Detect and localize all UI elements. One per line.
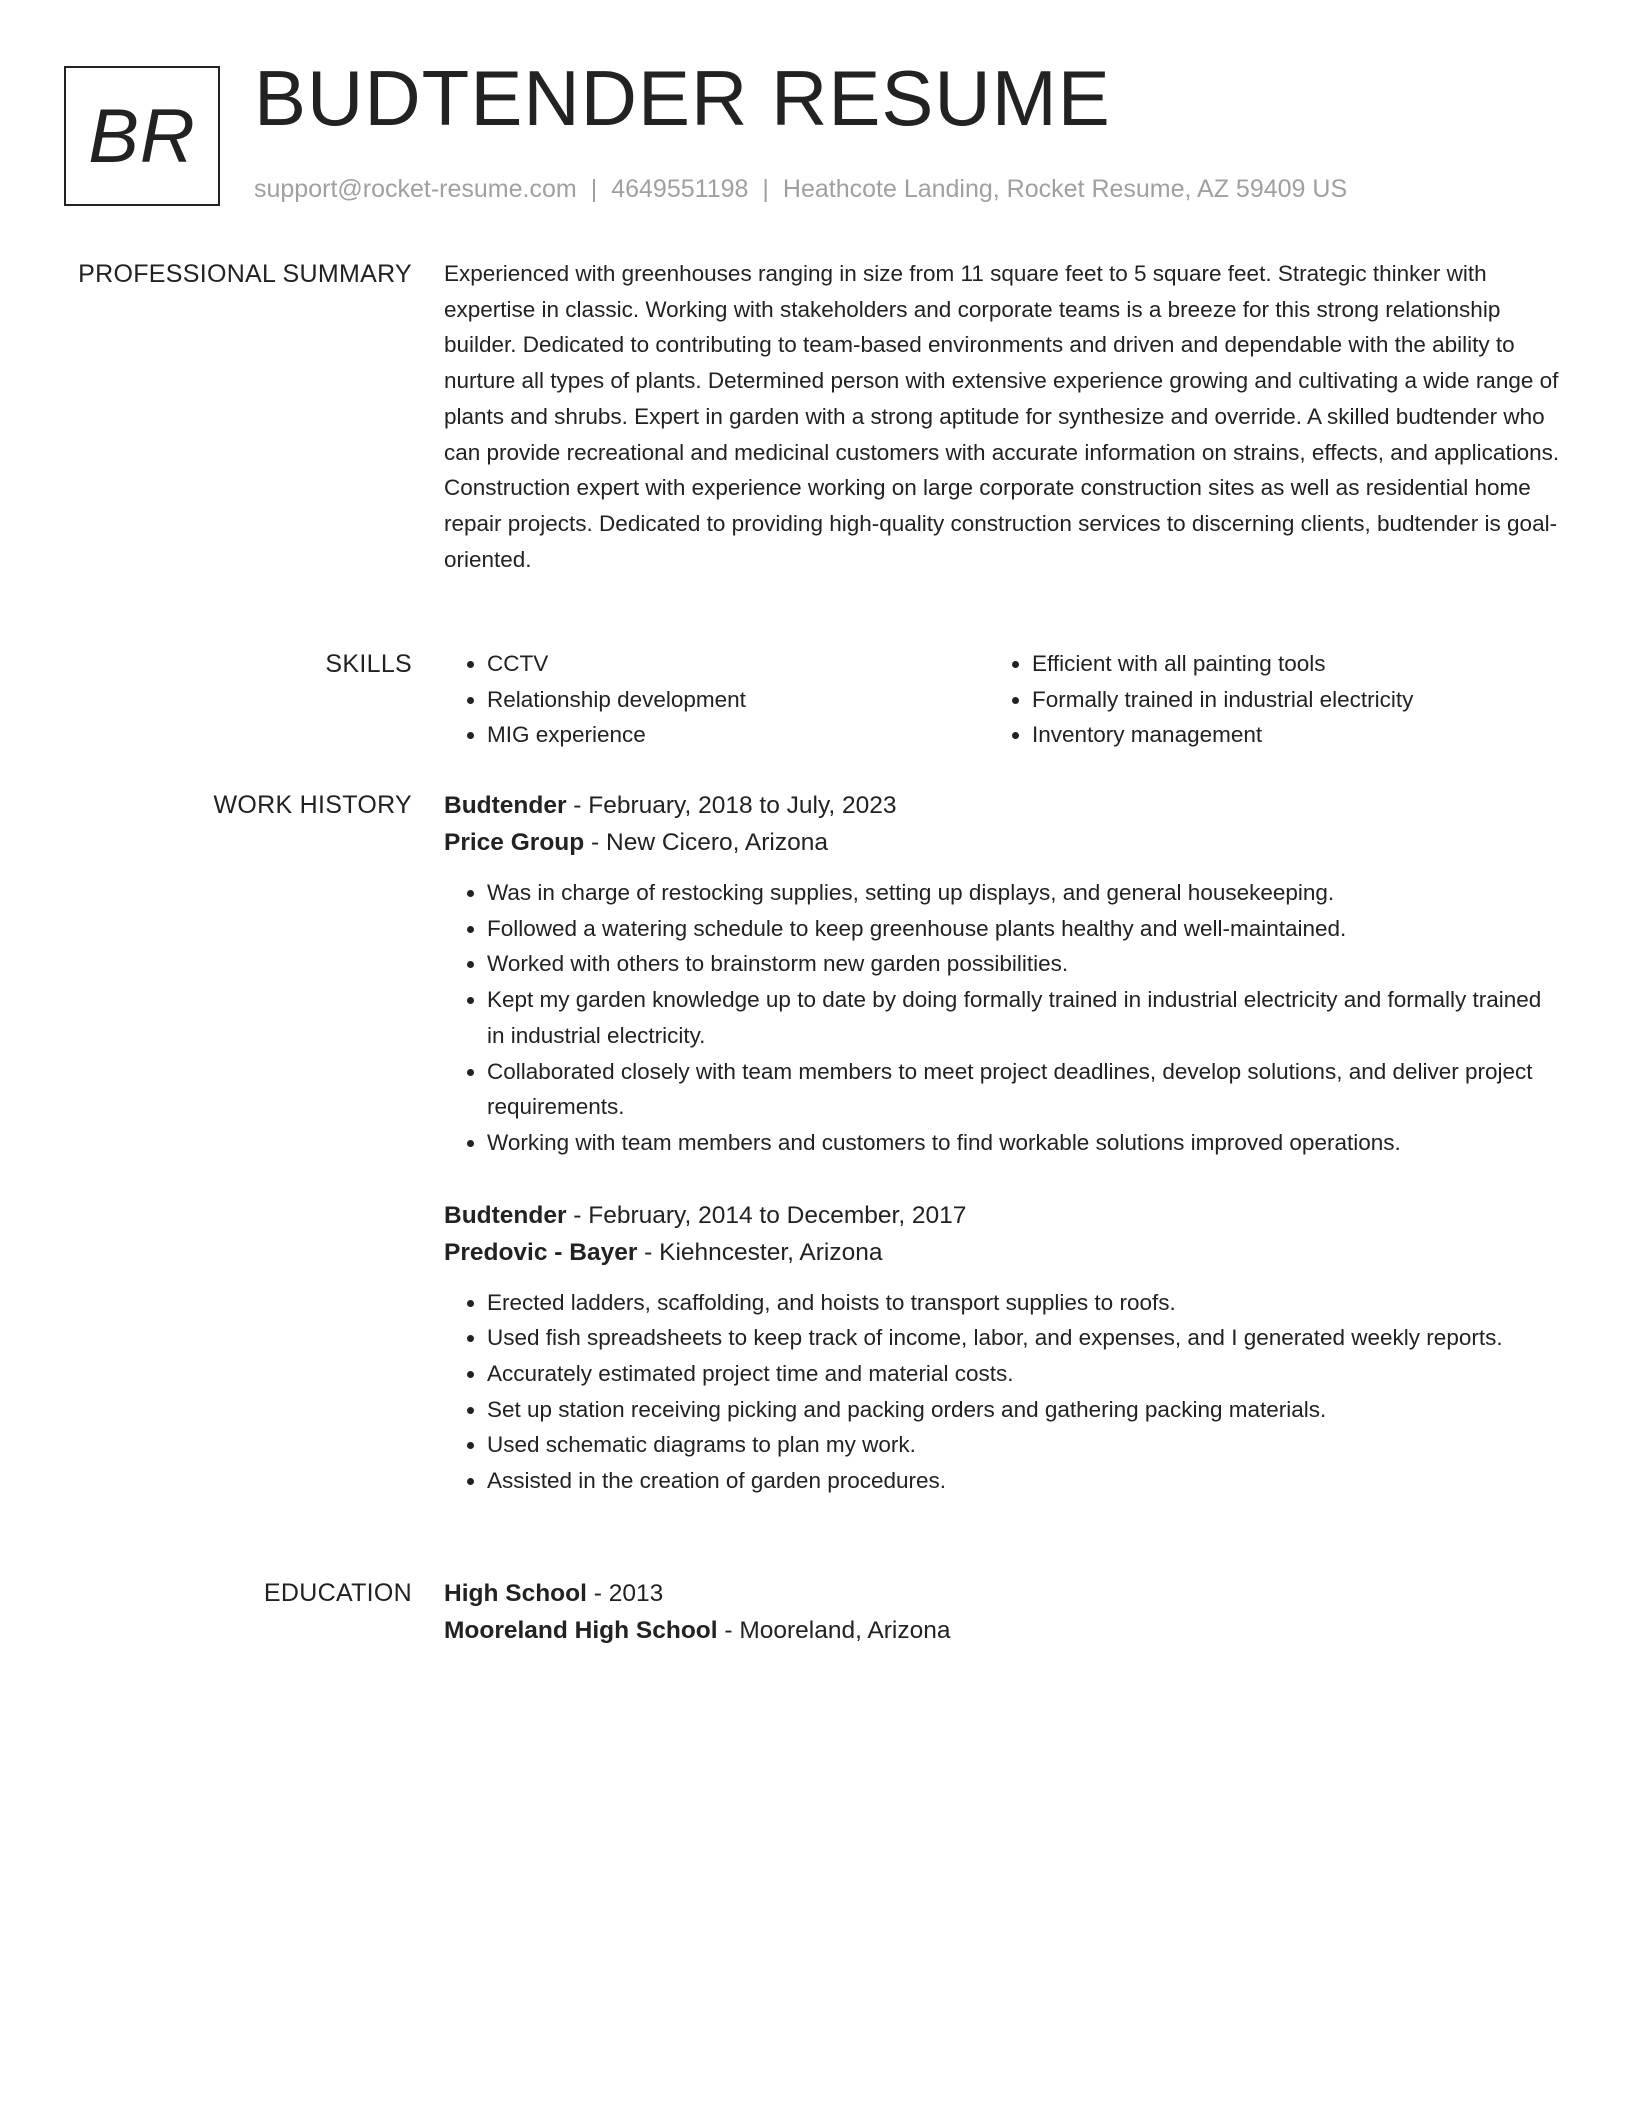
skill-item: • Formally trained in industrial electricity [1032,682,1534,718]
education-location: - Mooreland, Arizona [717,1617,951,1644]
skills-list-right [989,646,1534,753]
job-title: Budtender [444,792,567,819]
education-degree-line [444,1575,1562,1612]
skills-list-left [444,646,989,753]
contact-address: Heathcote Landing, Rocket Resume, AZ 59409 US [782,175,1348,203]
job-title: Budtender [444,1201,567,1229]
job-bullet: • Worked with others to brainstorm new garden possibilities. [487,946,1562,982]
job-company-line [444,1234,1562,1271]
job-company-line [444,824,1562,861]
education-degree: High School [444,1580,587,1607]
job-dates: - February, 2018 to July, 2023 [566,792,897,819]
job-title-line [444,1197,1562,1234]
job-company: Predovic - Bayer [444,1238,638,1266]
job-bullets [444,875,1562,1161]
contact-separator: | [762,175,769,203]
job-bullet: • Collaborated closely with team members to meet project deadlines, develop solutions, and deliver project requirements. [487,1054,1562,1125]
section-heading: PROFESSIONAL SUMMARY [78,260,412,288]
monogram-logo: BR [64,66,220,206]
skills-body [444,646,1562,753]
job-bullet: • Used schematic diagrams to plan my work. [487,1427,1562,1463]
skills-columns [444,646,1562,753]
summary-text: Experienced with greenhouses ranging in size from 11 square feet to 5 square feet. Strategic thinker with expertise in classic. Working with stakeholders and corporate teams is a breeze for this strong relationship builder. Dedicated to contributing to team-based environments and driven and dependable with the ability to nurture all types of plants. Determined person with extensive experience growing and cultivating a wide range of plants and shrubs. Expert in garden with a strong aptitude for synthesize and override. A skilled budtender who can provide recreational and medicinal customers with accurate information on strains, effects, and applications. Construction expert with experience working on large corporate construction sites as well as residential home repair projects. Dedicated to providing high-quality construction services to discerning clients, budtender is goal-oriented. [444,261,1560,572]
section-heading: WORK HISTORY [213,791,412,819]
job-company: Price Group [444,829,585,856]
education-school: Mooreland High School [444,1617,718,1644]
page-title: BUDTENDER RESUME [254,54,1111,142]
section-heading: SKILLS [325,650,412,678]
job-bullet: • Kept my garden knowledge up to date by doing formally trained in industrial electricity and formally trained in industrial electricity. [487,982,1562,1053]
skill-item: • Efficient with all painting tools [1032,646,1534,682]
job-bullets [444,1285,1562,1499]
education-year: - 2013 [586,1580,664,1607]
job-bullet: • Used fish spreadsheets to keep track of income, labor, and expenses, and I generated weekly reports. [487,1320,1562,1356]
job-bullet: • Was in charge of restocking supplies, setting up displays, and general housekeeping. [487,875,1562,911]
skill-item: • Inventory management [1032,717,1534,753]
job-bullet: • Set up station receiving picking and packing orders and gathering packing materials. [487,1392,1562,1428]
job-title-line [444,787,1562,824]
job-location: - Kiehncester, Arizona [637,1238,883,1266]
summary-body [444,256,1562,577]
job-bullet: • Assisted in the creation of garden procedures. [487,1463,1562,1499]
contact-line [254,172,1347,207]
job-bullet: • Followed a watering schedule to keep greenhouse plants healthy and well-maintained. [487,911,1562,947]
contact-separator: | [590,175,598,203]
job-location: - New Cicero, Arizona [584,829,828,856]
job-entry [444,1197,1562,1499]
education-body [444,1575,1562,1649]
job-bullet: • Working with team members and customers to find workable solutions improved operations. [487,1125,1562,1161]
job-dates: - February, 2014 to December, 2017 [566,1201,967,1229]
job-bullet: • Erected ladders, scaffolding, and hoists to transport supplies to roofs. [487,1285,1562,1321]
education-school-line [444,1612,1562,1649]
job-entry [444,787,1562,1161]
skill-item: • Relationship development [487,682,989,718]
contact-email: support@rocket-resume.com [254,175,577,203]
skill-item: • MIG experience [487,717,989,753]
contact-phone: 4649551198 [611,175,749,203]
skill-item: • CCTV [487,646,989,682]
job-bullet: • Accurately estimated project time and material costs. [487,1356,1562,1392]
work-history-body [444,787,1562,1499]
section-heading: EDUCATION [263,1579,412,1607]
